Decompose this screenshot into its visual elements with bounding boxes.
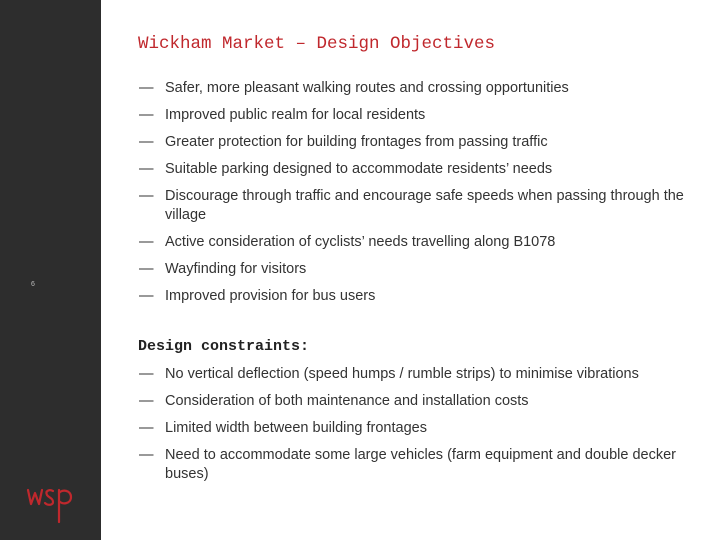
dash-bullet: — bbox=[139, 134, 154, 150]
objective-item bbox=[139, 233, 695, 252]
objective-item bbox=[139, 187, 695, 225]
objective-text: Improved public realm for local residents bbox=[165, 107, 426, 123]
dash-bullet: — bbox=[139, 366, 154, 382]
constraints-list bbox=[139, 365, 715, 484]
constraint-text: Need to accommodate some large vehicles (farm equipment and double decker buses) bbox=[165, 447, 676, 482]
constraint-text: Limited width between building frontages bbox=[165, 420, 427, 436]
objective-text: Discourage through traffic and encourage safe speeds when passing through the village bbox=[165, 188, 684, 223]
dash-bullet: — bbox=[139, 393, 154, 409]
constraint-item bbox=[139, 392, 715, 411]
dash-bullet: — bbox=[139, 107, 154, 123]
constraint-item bbox=[139, 446, 715, 484]
dash-bullet: — bbox=[139, 80, 154, 96]
dash-bullet: — bbox=[139, 261, 154, 277]
objective-text: Suitable parking designed to accommodate residents’ needs bbox=[165, 161, 553, 177]
objective-item bbox=[139, 79, 695, 98]
objective-text: Improved provision for bus users bbox=[165, 288, 376, 304]
constraint-text: Consideration of both maintenance and installation costs bbox=[165, 393, 529, 409]
constraint-text: No vertical deflection (speed humps / rumble strips) to minimise vibrations bbox=[165, 366, 639, 382]
objective-text: Safer, more pleasant walking routes and crossing opportunities bbox=[165, 80, 569, 96]
sidebar-panel bbox=[0, 0, 101, 540]
objective-item bbox=[139, 106, 695, 125]
objective-item bbox=[139, 133, 695, 152]
objective-item bbox=[139, 287, 695, 306]
objective-text: Greater protection for building frontages from passing traffic bbox=[165, 134, 548, 150]
dash-bullet: — bbox=[139, 161, 154, 177]
dash-bullet: — bbox=[139, 188, 154, 204]
objective-item bbox=[139, 160, 695, 179]
objective-text: Active consideration of cyclists’ needs travelling along B1078 bbox=[165, 234, 556, 250]
wsp-logo bbox=[26, 484, 74, 524]
dash-bullet: — bbox=[139, 234, 154, 250]
constraints-heading: Design constraints: bbox=[138, 338, 310, 355]
objectives-list bbox=[139, 79, 695, 306]
page-number: 6 bbox=[31, 281, 35, 288]
constraint-item bbox=[139, 365, 675, 384]
dash-bullet: — bbox=[139, 447, 154, 463]
objective-text: Wayfinding for visitors bbox=[165, 261, 307, 277]
constraint-item bbox=[139, 419, 715, 438]
dash-bullet: — bbox=[139, 420, 154, 436]
dash-bullet: — bbox=[139, 288, 154, 304]
slide-title: Wickham Market – Design Objectives bbox=[138, 34, 496, 54]
objective-item bbox=[139, 260, 695, 279]
